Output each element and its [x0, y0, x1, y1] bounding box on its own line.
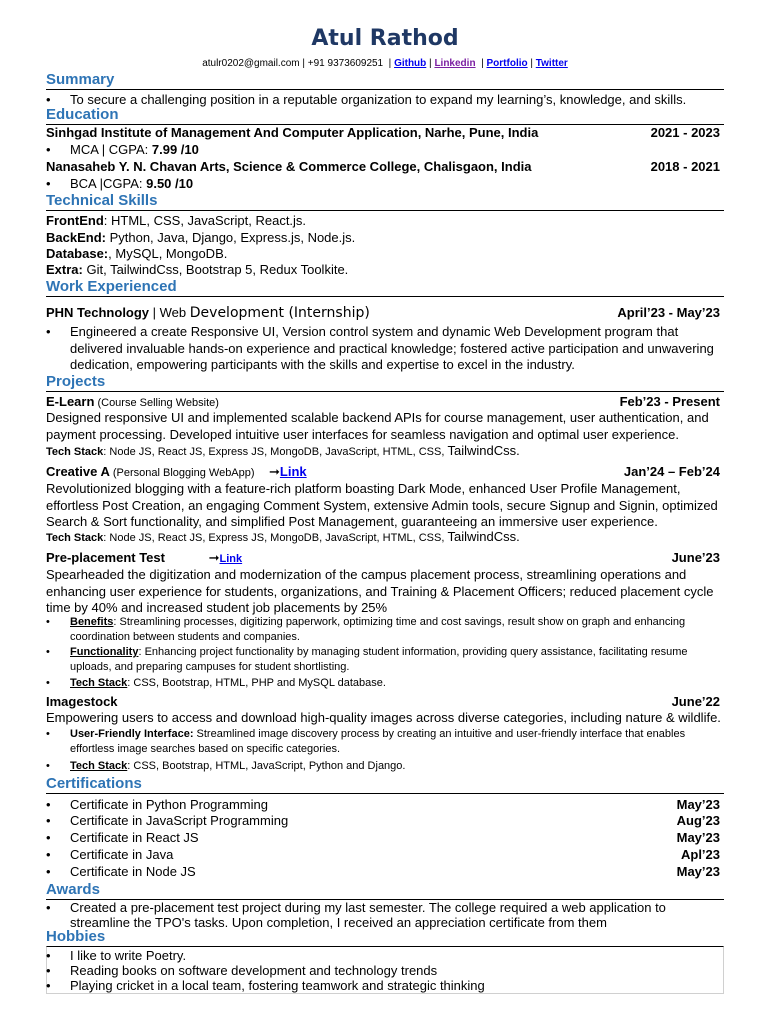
- education-years-2: 2018 - 2021: [650, 159, 720, 174]
- phone-text: +91 9373609251: [307, 58, 384, 69]
- email-text: atulr0202@gmail.com: [202, 58, 300, 69]
- project-placement-dates: June’23: [671, 550, 720, 565]
- project-elearn-dates: Feb’23 - Present: [619, 394, 720, 409]
- project-placement-point-3: • Tech Stack: CSS, Bootstrap, HTML, PHP and MySQL database.: [46, 677, 386, 689]
- project-imagestock-point-2: • Tech Stack: CSS, Bootstrap, HTML, JavaScript, Python and Django.: [46, 760, 406, 772]
- project-creative-heading: Creative A (Personal Blogging WebApp) ➞Link Jan’24 – Feb’24: [46, 464, 720, 479]
- work-dates: April’23 - May’23: [617, 305, 720, 320]
- project-placement-point-2: • Functionality: Enhancing project functionality by managing student information, providing query assistance, facilitating resume uploads, and preparing campuses for student shortlisting.: [46, 646, 688, 673]
- project-creative-link[interactable]: Link: [279, 464, 307, 479]
- section-work-experience: Work Experienced: [46, 278, 724, 297]
- section-certifications: Certifications: [46, 775, 724, 794]
- certification-item: • Certificate in Java Apl’23: [46, 847, 720, 862]
- hobby-item: • Playing cricket in a local team, fostering teamwork and strategic thinking: [46, 978, 485, 993]
- project-creative-stack: Tech Stack: Node JS, React JS, Express JS, MongoDB, JavaScript, HTML, CSS, TailwindCss.: [46, 529, 520, 544]
- project-elearn-desc: Designed responsive UI and implemented scalable backend APIs for course management, user authentication, and payment processing. Developed intuitive user interfaces for seamless navigation and optimal user experience.: [46, 410, 709, 442]
- project-placement-point-1: • Benefits: Streamlining processes, digitizing paperwork, optimizing time and cost savings, result show on graph and enhancing coordination between students and companies.: [46, 616, 686, 643]
- skill-database: Database:, MySQL, MongoDB.: [46, 246, 228, 261]
- project-creative-desc: Revolutionized blogging with a feature-rich platform boasting Dark Mode, enhanced User Profile Management, effortless Post Creation, an engaging Comment System, extensive Admin tools, secure Signup and Signin, optimized Search & Sort functionality, and simplified Post Management, guaranteeing an immersive user experience.: [46, 481, 718, 529]
- project-placement-desc: Spearheaded the digitization and modernization of the campus placement process, streamlining operations and enhancing user experience for students, organizations, and Training & Placement Officers; reduced placement cycle time by 40% and increased student job placements by 25%: [46, 567, 714, 615]
- project-imagestock-desc: Empowering users to access and download high-quality images across diverse categories, including nature & wildlife.: [46, 710, 721, 725]
- section-education: Education: [46, 106, 724, 125]
- candidate-name: Atul Rathod: [311, 26, 459, 51]
- certification-item: • Certificate in Python Programming May’23: [46, 797, 720, 812]
- project-placement-link[interactable]: Link: [219, 553, 243, 565]
- certification-item: • Certificate in Node JS May’23: [46, 864, 720, 879]
- education-years-1: 2021 - 2023: [650, 125, 720, 140]
- hobby-item: • Reading books on software development and technology trends: [46, 963, 438, 978]
- section-hobbies: Hobbies: [46, 928, 106, 945]
- project-elearn-stack: Tech Stack: Node JS, React JS, Express JS, MongoDB, JavaScript, HTML, CSS, TailwindCss.: [46, 443, 520, 458]
- github-link[interactable]: Github: [394, 58, 427, 69]
- education-school-1: Sinhgad Institute of Management And Computer Application, Narhe, Pune, India 2021 - 2023: [46, 125, 720, 140]
- hobby-item: • I like to write Poetry.: [46, 948, 187, 963]
- project-imagestock-dates: June’22: [671, 694, 720, 709]
- skill-frontend: FrontEnd: HTML, CSS, JavaScript, React.js.: [46, 213, 307, 228]
- certification-item: • Certificate in React JS May’23: [46, 830, 720, 845]
- skill-backend: BackEnd: Python, Java, Django, Express.js, Node.js.: [46, 230, 356, 245]
- project-creative-dates: Jan’24 – Feb’24: [623, 464, 720, 479]
- project-placement-heading: Pre-placement Test ➞Link June’23: [46, 550, 720, 565]
- section-projects: Projects: [46, 373, 724, 392]
- twitter-link[interactable]: Twitter: [535, 58, 568, 69]
- linkedin-link[interactable]: Linkedin: [434, 58, 476, 69]
- work-bullet: • Engineered a create Responsive UI, Version control system and dynamic Web Development program that delivered invaluable hands-on experience and practical knowledge; fostered active participation and unwavering dedication, empowering participants with the skills and expertise to excel in the industry.: [46, 324, 714, 372]
- contact-line: atulr0202@gmail.com | +91 9373609251 | Github | Linkedin | Portfolio | Twitter: [202, 58, 568, 69]
- skill-extra: Extra: Git, TailwindCss, Bootstrap 5, Redux Toolkite.: [46, 262, 349, 277]
- project-imagestock-heading: Imagestock June’22: [46, 694, 720, 709]
- project-imagestock-point-1: • User-Friendly Interface: Streamlined image discovery process by creating an intuitive and user-friendly interface that enables effortless image searches based on specific categories.: [46, 728, 686, 755]
- arrow-icon: ➞: [269, 464, 280, 479]
- portfolio-link[interactable]: Portfolio: [486, 58, 528, 69]
- section-technical-skills: Technical Skills: [46, 192, 724, 211]
- arrow-icon: ➞: [208, 550, 220, 565]
- work-heading: PHN Technology | Web Development (Internship) April’23 - May’23: [46, 305, 720, 321]
- summary-item: • To secure a challenging position in a reputable organization to expand my learning’s, knowledge, and skills.: [46, 92, 687, 107]
- education-degree-2: • BCA |CGPA: 9.50 /10: [46, 176, 194, 191]
- section-awards: Awards: [46, 881, 724, 900]
- education-degree-1: • MCA | CGPA: 7.99 /10: [46, 142, 199, 157]
- certification-item: • Certificate in JavaScript Programming Aug’23: [46, 813, 720, 828]
- section-summary: Summary: [46, 71, 724, 90]
- education-school-2: Nanasaheb Y. N. Chavan Arts, Science & Commerce College, Chalisgaon, India 2018 - 2021: [46, 159, 720, 174]
- award-item: • Created a pre-placement test project during my last semester. The college required a web application to streamline the TPO's tasks. Upon completion, I received an appreciation certificate from them: [46, 900, 666, 930]
- project-elearn-heading: E-Learn (Course Selling Website) Feb’23 - Present: [46, 394, 720, 409]
